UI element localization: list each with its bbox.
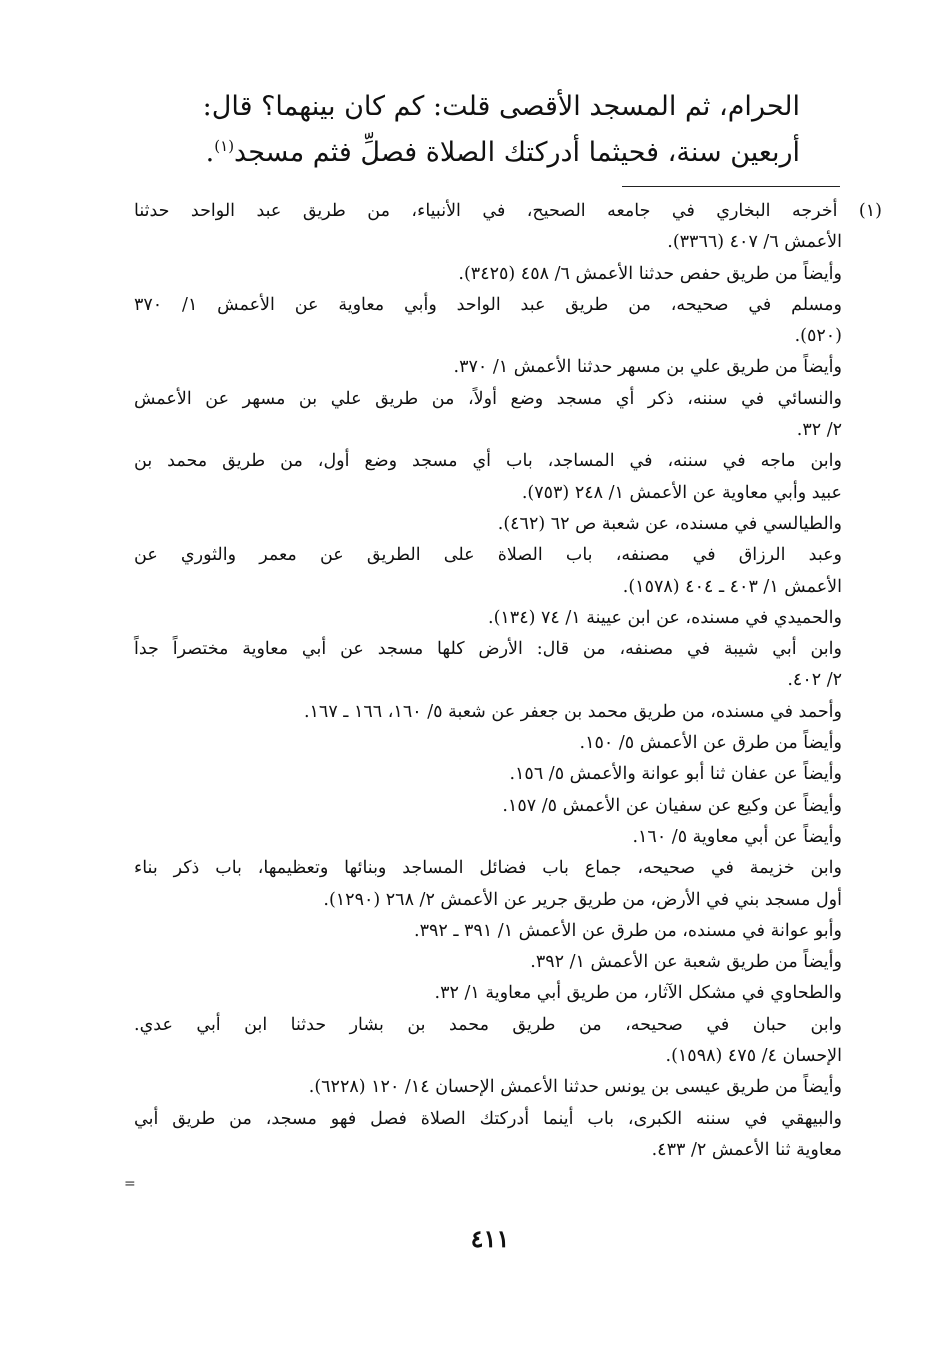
footnote-line: الأعمش ٦/ ٤٠٧ (٣٣٦٦). [667,232,842,253]
footnote-line: وأحمد في مسنده، من طريق محمد بن جعفر عن شعبة ٥/ ١٦٠، ١٦٦ ـ ١٦٧. [303,701,842,722]
main-text [120,84,800,176]
footnote-line: والنسائي في سننه، ذكر أي مسجد وضع أولاً، من طريق علي بن مسهر عن الأعمش [134,388,842,409]
main-text-line-1: الحرام، ثم المسجد الأقصى قلت: كم كان بينهما؟ قال: [202,91,800,122]
footnote-line: وأيضاً عن عفان ثنا أبو عوانة والأعمش ٥/ ١٥٦. [509,764,842,785]
footnote-line: والطحاوي في مشكل الآثار، من طريق أبي معاوية ١/ ٣٢. [434,983,842,1004]
footnote-line: وعبد الرزاق في مصنفه، باب الصلاة على الطريق عن معمر والثوري عن [134,545,842,566]
footnote-separator [622,186,840,187]
footnote-line: وابن ماجه في سننه، في المساجد، باب أي مسجد وضع أول، من طريق محمد بن [134,451,842,472]
footnote-line: عبيد وأبي معاوية عن الأعمش ١/ ٢٤٨ (٧٥٣). [521,482,842,503]
footnote-line: وأيضاً من طريق شعبة عن الأعمش ١/ ٣٩٢. [530,952,842,973]
footnote-line: وابن حبان في صحيحه، من طريق محمد بن بشار حدثنا ابن أبي عدي. [134,1014,842,1035]
footnote-line: والطيالسي في مسنده، عن شعبة ص ٦٢ (٤٦٢). [497,513,842,534]
edge-mark: = [124,1176,136,1192]
footnote-line: (١) أخرجه البخاري في جامعه الصحيح، في الأنبياء، من طريق عبد الواحد حدثنا [134,201,882,221]
main-text-line-2: أربعين سنة، فحيثما أدركتك الصلاة فصلِّ فثم مسجد [234,137,800,168]
footnote-reference: (١) [214,137,235,155]
footnote-line: وأيضاً عن وكيع عن سفيان عن الأعمش ٥/ ١٥٧. [502,795,842,816]
footnote-line: ومسلم في صحيحه، من طريق عبد الواحد وأبي معاوية عن الأعمش ١/ ٣٧٠ [134,294,842,315]
footnote-line: وأبو عوانة في مسنده، من طرق عن الأعمش ١/ ٣٩١ ـ ٣٩٢. [413,920,842,941]
footnotes [134,196,882,1166]
footnote-line: وأيضاً من طريق حفص حدثنا الأعمش ٦/ ٤٥٨ (٣٤٢٥). [458,263,842,284]
footnote-line: وأيضاً عن أبي معاوية ٥/ ١٦٠. [632,826,842,847]
footnote-line: الأعمش ١/ ٤٠٣ ـ ٤٠٤ (١٥٧٨). [622,576,842,597]
page-number: ٤١١ [470,1224,510,1253]
footnote-line: (٥٢٠). [794,326,842,347]
footnote-line: معاوية ثنا الأعمش ٢/ ٤٣٣. [651,1139,842,1160]
main-text-line-2-end: . [205,137,215,168]
footnote-line: أول مسجد بني في الأرض، من طريق جرير عن الأعمش ٢/ ٢٦٨ (١٢٩٠). [323,889,842,910]
footnote-line: وابن خزيمة في صحيحه، جماع باب فضائل المساجد وبنائها وتعظيمها، باب ذكر بناء [134,858,842,879]
footnote-line: والبيهقي في سننه الكبرى، باب أينما أدركتك الصلاة فصل فهو مسجد، من طريق أبي [134,1108,842,1129]
footnote-line: وابن أبي شيبة في مصنفه، من قال: الأرض كلها مسجد عن أبي معاوية مختصراً جداً [134,639,842,660]
footnote-line: والحميدي في مسنده، عن ابن عيينة ١/ ٧٤ (١٣٤). [488,607,842,628]
footnote-line: وأيضاً من طرق عن الأعمش ٥/ ١٥٠. [579,733,842,754]
footnote-line: الإحسان ٤/ ٤٧٥ (١٥٩٨). [665,1046,842,1067]
footnote-line: ٢/ ٤٠٢. [787,670,842,691]
footnote-line: وأيضاً من طريق علي بن مسهر حدثنا الأعمش ١/ ٣٧٠. [453,357,842,378]
footnote-line: وأيضاً من طريق عيسى بن يونس حدثنا الأعمش الإحسان ١٤/ ١٢٠ (٦٢٢٨). [308,1077,842,1098]
footnote-line: ٢/ ٣٢. [796,420,842,441]
